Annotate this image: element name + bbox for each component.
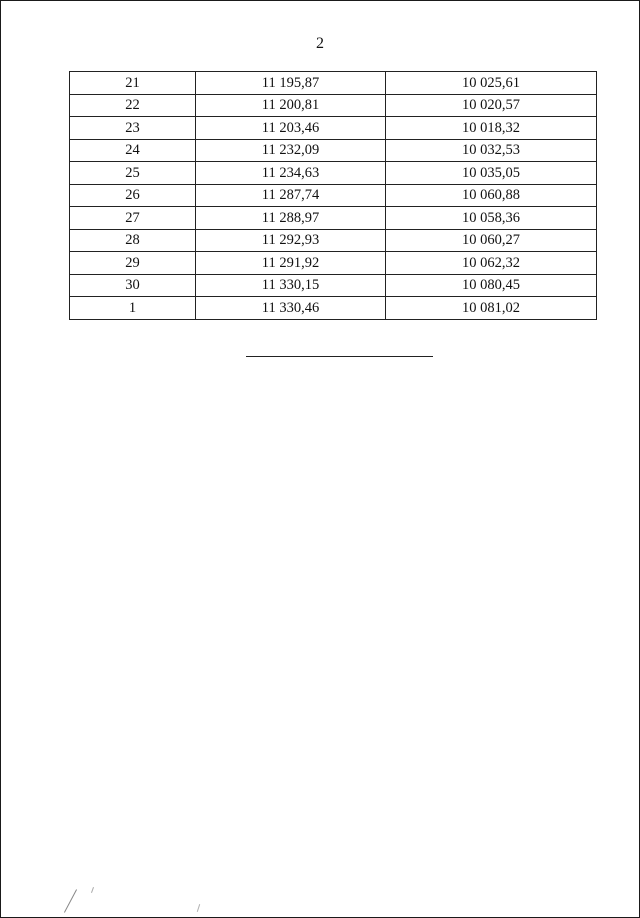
x-coordinate-cell: 11 288,97: [196, 207, 386, 230]
x-coordinate-cell: 11 330,15: [196, 274, 386, 297]
y-coordinate-cell: 10 035,05: [386, 162, 597, 185]
table-row: [70, 139, 597, 162]
table-row: [70, 297, 597, 320]
point-number-cell: 30: [70, 274, 196, 297]
y-coordinate-cell: 10 060,88: [386, 184, 597, 207]
table-row: [70, 252, 597, 275]
point-number-cell: 25: [70, 162, 196, 185]
x-coordinate-cell: 11 200,81: [196, 94, 386, 117]
x-coordinate-cell: 11 287,74: [196, 184, 386, 207]
point-number-cell: 29: [70, 252, 196, 275]
y-coordinate-cell: 10 018,32: [386, 117, 597, 140]
x-coordinate-cell: 11 291,92: [196, 252, 386, 275]
point-number-cell: 27: [70, 207, 196, 230]
x-coordinate-cell: 11 195,87: [196, 72, 386, 95]
point-number-cell: 24: [70, 139, 196, 162]
coordinates-table-body: [70, 72, 597, 320]
coordinates-table: [69, 71, 597, 320]
x-coordinate-cell: 11 232,09: [196, 139, 386, 162]
y-coordinate-cell: 10 060,27: [386, 229, 597, 252]
x-coordinate-cell: 11 203,46: [196, 117, 386, 140]
x-coordinate-cell: 11 234,63: [196, 162, 386, 185]
y-coordinate-cell: 10 080,45: [386, 274, 597, 297]
y-coordinate-cell: 10 025,61: [386, 72, 597, 95]
point-number-cell: 23: [70, 117, 196, 140]
page-number: 2: [316, 35, 324, 52]
table-row: [70, 274, 597, 297]
point-number-cell: 22: [70, 94, 196, 117]
table-row: [70, 72, 597, 95]
table-row: [70, 117, 597, 140]
y-coordinate-cell: 10 062,32: [386, 252, 597, 275]
separator-line: [246, 356, 433, 357]
table-row: [70, 229, 597, 252]
table-row: [70, 162, 597, 185]
x-coordinate-cell: 11 292,93: [196, 229, 386, 252]
point-number-cell: 21: [70, 72, 196, 95]
table-row: [70, 94, 597, 117]
table-row: [70, 207, 597, 230]
y-coordinate-cell: 10 058,36: [386, 207, 597, 230]
table-row: [70, 184, 597, 207]
y-coordinate-cell: 10 020,57: [386, 94, 597, 117]
x-coordinate-cell: 11 330,46: [196, 297, 386, 320]
point-number-cell: 28: [70, 229, 196, 252]
y-coordinate-cell: 10 032,53: [386, 139, 597, 162]
point-number-cell: 26: [70, 184, 196, 207]
point-number-cell: 1: [70, 297, 196, 320]
y-coordinate-cell: 10 081,02: [386, 297, 597, 320]
